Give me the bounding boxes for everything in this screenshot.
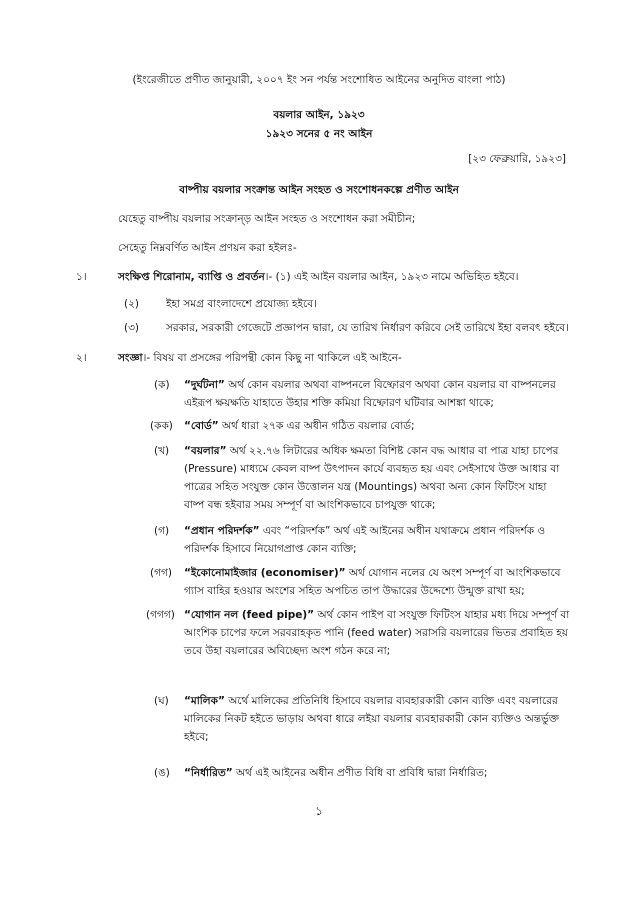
def-term: “মালিক” — [184, 695, 225, 707]
act-title: বয়লার আইন, ১৯২৩ — [273, 109, 365, 121]
def-line — [184, 444, 558, 458]
def-line — [184, 524, 545, 538]
section-1-heading: সংক্ষিপ্ত শিরোনাম, ব্যাপ্তি ও প্রবর্তন — [118, 271, 265, 283]
def-text: অর্থে মালিকের প্রতিনিধি হিসাবে বয়লার ব্যবহারকারী কোন ব্যক্তি এবং বয়লারের — [228, 695, 558, 707]
preamble-title: বাষ্পীয় বয়লার সংক্রান্ত আইন সংহত ও সংশোধনকল্পে প্রণীত আইন — [179, 184, 459, 196]
section-2-text: ।- বিষয় বা প্রসঙ্গের পরিপন্থী কোন কিছু না থাকিলে এই আইনে- — [142, 352, 402, 364]
def-term: “বয়লার” — [184, 445, 227, 457]
def-line: আংশিক চাপের ফলে সরবরাহকৃত পানি (feed water) সরাসরি বয়লারের ভিতর প্রবাহিত হয় — [184, 627, 568, 639]
def-line: (Pressure) মাধ্যমে কেবল বাষ্প উৎপাদন কার্যে ব্যবহৃত হয় এবং সেইসাথে উক্ত আধার বা — [184, 463, 560, 475]
def-line: তবে উহা বয়লারের অবিচ্ছেদ্য অংশ গঠন করে না; — [184, 645, 391, 657]
def-term: “নির্ধারিত” — [184, 767, 233, 779]
def-mark: (গগগ) — [146, 609, 175, 621]
def-text: অর্থ যোগান নলের যে অংশ সম্পূর্ণ বা আংশিকভাবে — [348, 567, 561, 579]
def-term: “বোর্ড” — [184, 420, 219, 432]
preamble-line-1: যেহেতু বাষ্পীয় বয়লার সংক্রান্ড় আইন সংহত ও সংশোধন করা সমীচীন; — [118, 213, 416, 225]
def-line: হইবে; — [184, 731, 209, 743]
section-2-line — [118, 351, 402, 365]
def-term: “যোগান নল (feed pipe)” — [184, 609, 315, 621]
def-mark: (ঘ) — [154, 695, 169, 707]
section-1-number: ১। — [76, 271, 87, 283]
act-date: [২৩ ফেব্রুয়ারি, ১৯২৩] — [468, 153, 566, 165]
def-line: পরিদর্শক হিসাবে নিয়োগপ্রাপ্ত কোন ব্যক্তি; — [184, 543, 357, 555]
def-line — [184, 566, 561, 580]
def-term: “দুর্ঘটনা” — [184, 379, 225, 391]
def-line: মালিকের নিকট হইতে ভাড়ায় অথবা ধারে লইয়া বয়লার ব্যবহারকারী কোন ব্যক্তিও অন্তর্ভুক্ত — [184, 713, 559, 725]
section-2-number: ২। — [76, 352, 87, 364]
def-mark: (খ) — [154, 445, 170, 457]
def-text: অর্থ ২২.৭৬ লিটারের অধিক ক্ষমতা বিশিষ্ট কোন বদ্ধ আধার বা পাত্র যাহা চাপের — [229, 445, 559, 457]
act-number: ১৯২৩ সনের ৫ নং আইন — [265, 128, 373, 140]
def-mark: (কক) — [150, 420, 173, 432]
def-line — [184, 694, 558, 708]
preamble-line-2: সেহেতু নিম্নবর্ণিত আইন প্রণয়ন করা হইলঃ- — [118, 242, 297, 254]
def-line: গ্যাস বাহির হওয়ার অংশের সহিত অপচিত তাপ উদ্ধারের উদ্দেশ্যে উন্মুক্ত রাখা হয়; — [184, 585, 525, 597]
def-text: অর্থ এই আইনের অধীন প্রণীত বিধি বা প্রবিধি দ্বারা নির্ধারিত; — [236, 767, 488, 779]
def-mark: (ঙ) — [154, 767, 170, 779]
def-term: “প্রধান পরিদর্শক” — [184, 525, 260, 537]
def-text: এবং “পরিদর্শক” অর্থ এই আইনের অধীন যথাক্রমে প্রধান পরিদর্শক ও — [262, 525, 546, 537]
def-term: “ইকোনোমাইজার (economiser)” — [184, 567, 346, 579]
def-text: অর্থ কোন বয়লার অথবা বাষ্পনলে বিষ্ফোরণ অথবা কোন বয়লার বা বাষ্পনলের — [228, 379, 556, 391]
def-text: অর্থ ধারা ২৭ক এর অধীন গঠিত বয়লার বোর্ড; — [222, 420, 415, 432]
section-1-2-mark: (২) — [124, 298, 140, 310]
def-line — [184, 419, 415, 433]
section-1-text: ।- (১) এই আইন বয়লার আইন, ১৯২৩ নামে অভিহিত হইবে। — [264, 271, 519, 283]
def-mark: (গ) — [154, 525, 170, 537]
def-line — [184, 378, 564, 392]
section-1-2-text: ইহা সমগ্র বাংলাদেশে প্রযোজ্য হইবে। — [166, 298, 317, 310]
def-mark: (ক) — [154, 379, 170, 391]
page-number: ১ — [315, 804, 323, 818]
def-line: বাষ্প বন্ধ হইবার সময় সম্পূর্ণ বা আংশিকভাবে চাপযুক্ত থাকে; — [184, 499, 436, 511]
section-2-heading: সংজ্ঞা — [118, 352, 143, 364]
def-line: এইরূপ ক্ষয়ক্ষতি যাহাতে উহার শক্তি কমিয়া বিষ্ফোরণ ঘটিবার আশঙ্কা থাকে; — [184, 397, 494, 409]
def-text: অর্থ কোন পাইপ বা সংযুক্ত ফিটিংস যাহার মধ্য দিয়ে সম্পূর্ণ বা — [317, 609, 570, 621]
def-line — [184, 766, 487, 780]
def-line — [184, 608, 569, 622]
def-mark: (গগ) — [150, 567, 172, 579]
def-line: পাত্রের সহিত সংযুক্ত কোন উত্তোলন যন্ত্র (Mountings) অথবা অন্য কোন ফিটিংস যাহা — [184, 481, 547, 493]
section-1-3-mark: (৩) — [124, 322, 140, 334]
section-1-line — [118, 270, 519, 284]
section-1-3-text: সরকার, সরকারী গেজেটে প্রজ্ঞাপন দ্বারা, যে তারিখ নির্ধারণ করিবে সেই তারিখে ইহা বলবৎ হইবে। — [166, 322, 569, 334]
header-note: (ইংরেজীতে প্রণীত জানুয়ারী, ২০০৭ ইং সন পর্যন্ত সংশোধিত আইনের অনুদিত বাংলা পাঠ) — [132, 74, 506, 86]
